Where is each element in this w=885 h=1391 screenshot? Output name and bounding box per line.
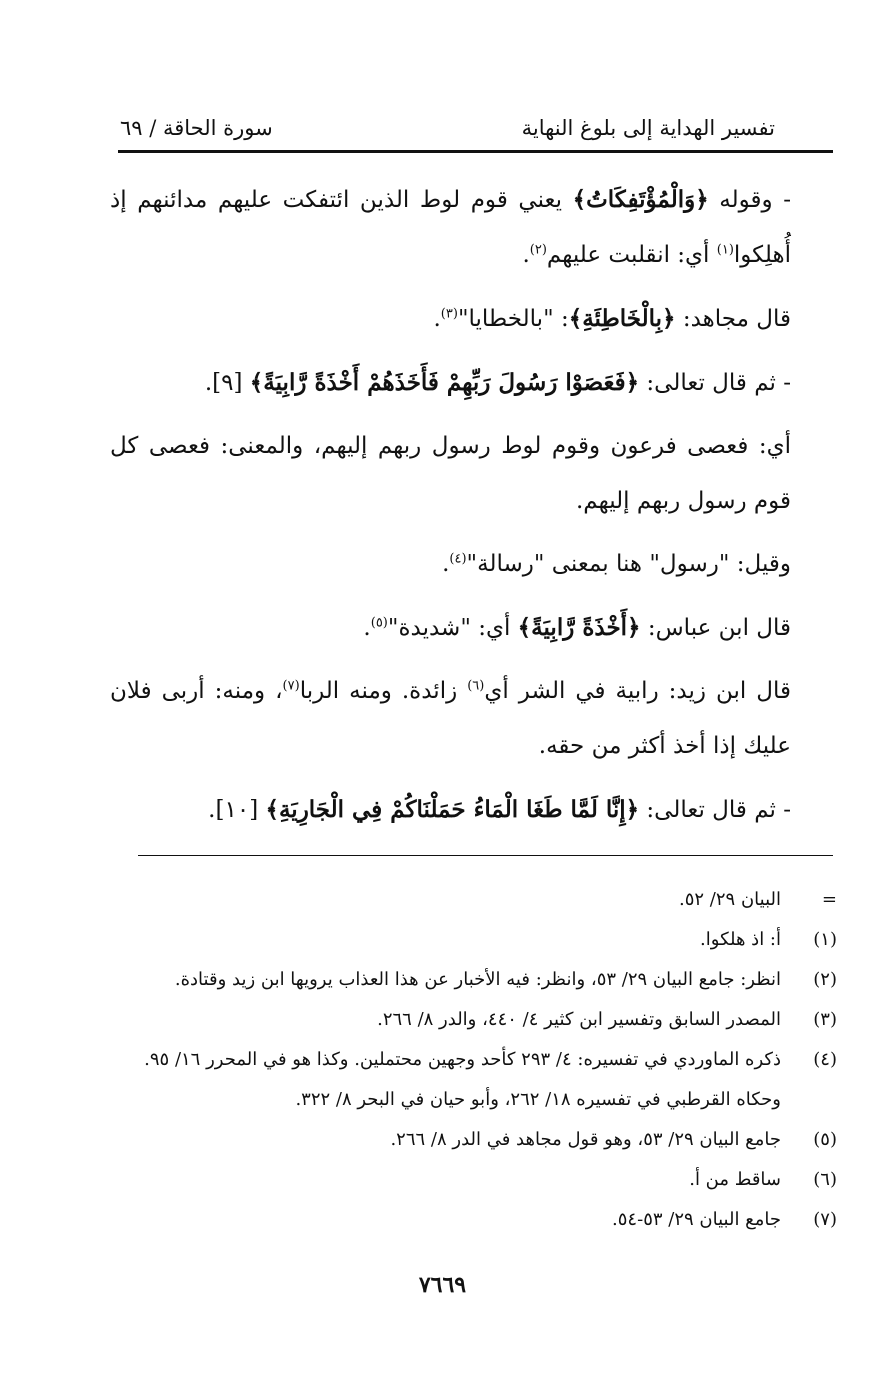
- footnote-ref: (٦): [467, 678, 485, 694]
- footnote-number: =: [821, 889, 837, 910]
- footnote-text: جامع البيان ٢٩/ ٥٣-٥٤.: [612, 1209, 781, 1230]
- footnote-number: (٥): [813, 1129, 837, 1150]
- book-title: تفسير الهداية إلى بلوغ النهاية: [521, 116, 775, 140]
- quran-quote: ﴿إِنَّا لَمَّا طَغَا الْمَاءُ حَمَلْنَاكُمْ فِي الْجَارِيَةِ﴾: [265, 796, 640, 823]
- quran-quote: ﴿بِالْخَاطِئَةِ﴾: [568, 305, 676, 332]
- paragraph: - ثم قال تعالى: ﴿فَعَصَوْا رَسُولَ رَبِّهِمْ فَأَخَذَهُمْ أَخْذَةً رَّابِيَةً﴾ [٩].: [204, 369, 791, 396]
- footnote-number: (٢): [813, 969, 837, 990]
- paragraph: قال مجاهد: ﴿بِالْخَاطِئَةِ﴾: "بالخطايا"$^{(٣)}$.: [433, 305, 791, 332]
- paragraph: قال ابن عباس: ﴿أَخْذَةً رَّابِيَةً﴾ أي: "شديدة"$^{(٥)}$.: [363, 614, 791, 641]
- footnote-ref: (١): [716, 242, 734, 258]
- footnote-item: [112, 920, 837, 960]
- footnote-text: المصدر السابق وتفسير ابن كثير ٤/ ٤٤٠، والدر ٨/ ٢٦٦.: [377, 1009, 781, 1030]
- footnote-text: انظر: جامع البيان ٢٩/ ٥٣، وانظر: فيه الأخبار عن هذا العذاب يرويها ابن زيد وقتادة.: [174, 969, 781, 990]
- paragraph: أي: فعصى فرعون وقوم لوط رسول ربهم إليهم، والمعنى: فعصى كل قوم رسول ربهم إليهم.: [110, 433, 791, 514]
- footnote-ref: (٤): [449, 551, 467, 567]
- surah-page-label: سورة الحاقة / ٦٩: [120, 116, 273, 140]
- footnote-item: [112, 1200, 837, 1240]
- quran-quote: ﴿أَخْذَةً رَّابِيَةً﴾: [517, 614, 641, 641]
- footnote-text: ذكره الماوردي في تفسيره: ٤/ ٢٩٣ كأحد وجهين محتملين. وكذا هو في المحرر ١٦/ ٩٥. وحكاه القرطبي في تفسيره ١٨/ ٢٦٢، وأبو حيان في البحر ٨/ ٣٢٢.: [144, 1049, 781, 1110]
- footnote-item: [112, 1160, 837, 1200]
- footnote-number: (٣): [813, 1009, 837, 1030]
- paragraph: - ثم قال تعالى: ﴿إِنَّا لَمَّا طَغَا الْمَاءُ حَمَلْنَاكُمْ فِي الْجَارِيَةِ﴾ [١٠].: [208, 796, 791, 823]
- footnote-item: [112, 1040, 837, 1120]
- footnote-number: (٤): [813, 1049, 837, 1070]
- footnote-item: [112, 1120, 837, 1160]
- footnote-ref: (٥): [370, 615, 388, 631]
- quran-quote: ﴿فَعَصَوْا رَسُولَ رَبِّهِمْ فَأَخَذَهُمْ أَخْذَةً رَّابِيَةً﴾: [249, 369, 640, 396]
- footnote-item: [112, 1000, 837, 1040]
- footnote-number: (١): [813, 929, 837, 950]
- footnote-text: البيان ٢٩/ ٥٢.: [679, 889, 781, 910]
- footnote-number: (٧): [813, 1209, 837, 1230]
- paragraph: وقيل: "رسول" هنا بمعنى "رسالة"$^{(٤)}$.: [442, 551, 791, 577]
- footnotes: [112, 880, 837, 1240]
- page-number: ٧٦٦٩: [418, 1272, 467, 1298]
- footnote-text: أ: اذ هلكوا.: [700, 929, 781, 950]
- footnote-ref: (٣): [440, 306, 458, 322]
- footnote-number: (٦): [813, 1169, 837, 1190]
- footnote-item: [112, 960, 837, 1000]
- footnote-ref: (٢): [529, 242, 547, 258]
- footnote-text: جامع البيان ٢٩/ ٥٣، وهو قول مجاهد في الدر ٨/ ٢٦٦.: [390, 1129, 781, 1150]
- footnote-item: [112, 880, 837, 920]
- quran-quote: ﴿وَالْمُؤْتَفِكَاتُ﴾: [572, 186, 709, 213]
- main-text: [110, 172, 833, 846]
- paragraph: قال ابن زيد: رابية في الشر أي$^{(٦)}$ زائدة. ومنه الربا$^{(٧)}$، ومنه: أربى فلان عليك إذا أخذ أكثر من حقه.: [110, 678, 792, 759]
- paragraph: - وقوله ﴿وَالْمُؤْتَفِكَاتُ﴾ يعني قوم لوط الذين ائتفكت عليهم مدائنهم إذ أُهلِكوا$^{(١)}$ أي: انقلبت عليهم$^{(٢)}$.: [110, 186, 791, 268]
- footnote-divider: [138, 855, 833, 856]
- footnote-ref: (٧): [282, 678, 300, 694]
- running-header: [120, 108, 775, 148]
- footnote-text: ساقط من أ.: [689, 1169, 781, 1190]
- header-divider: [118, 150, 833, 153]
